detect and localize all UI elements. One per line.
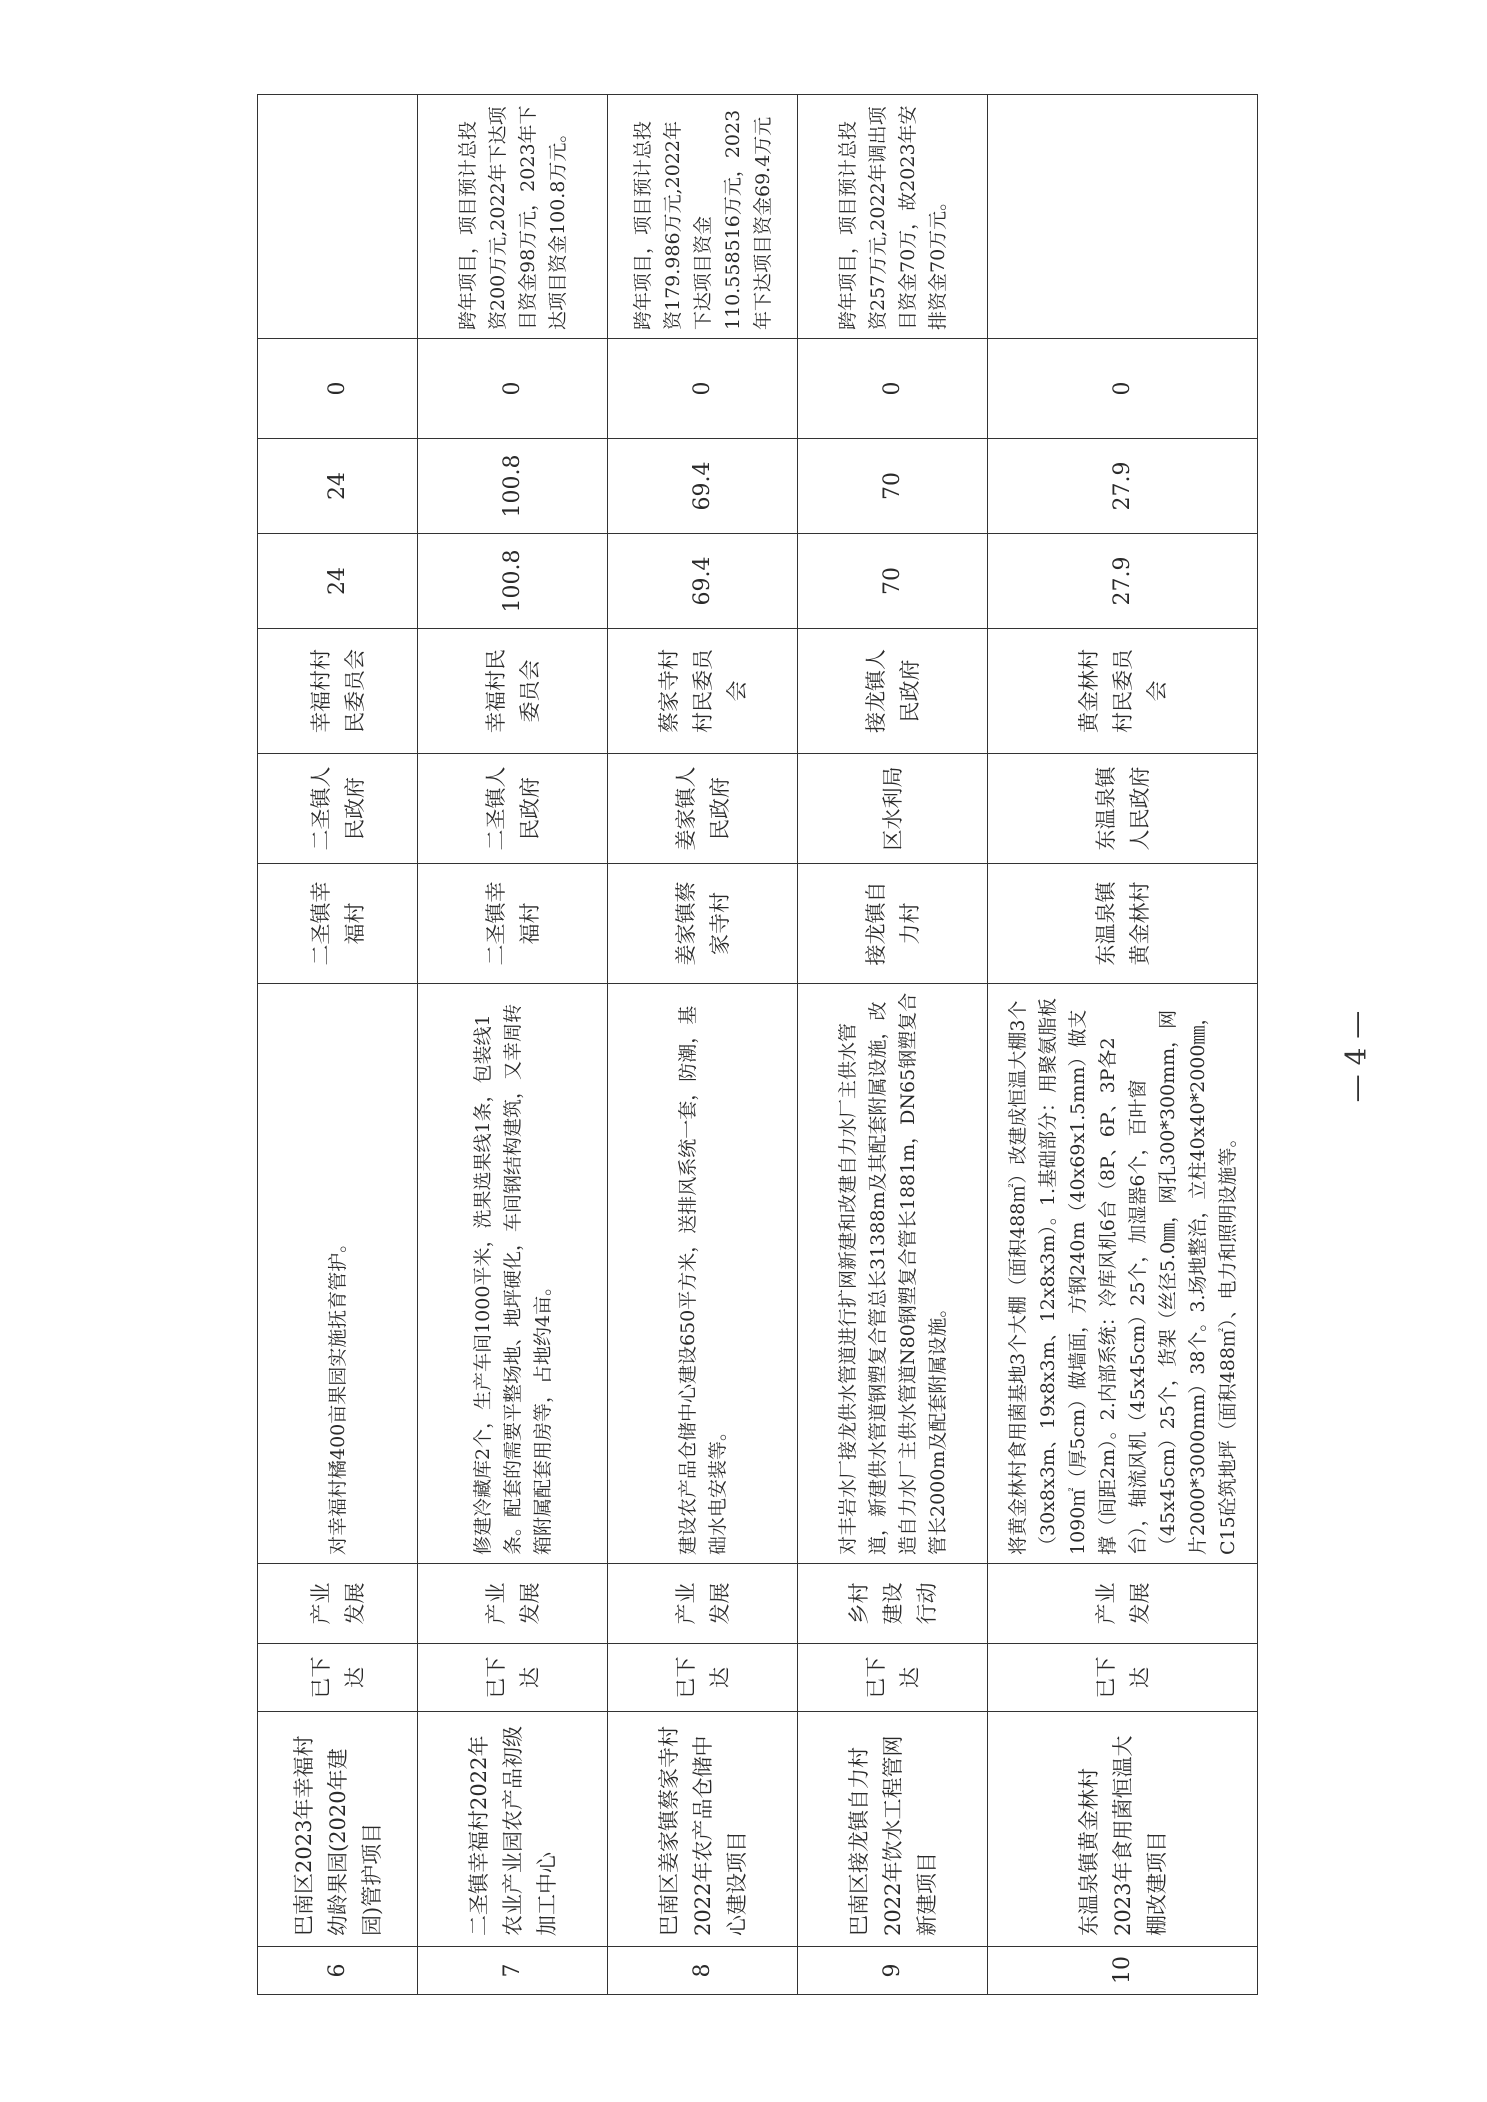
page-number: — 4 — <box>1339 1010 1373 1103</box>
table-row <box>798 95 988 1995</box>
location-cell: 二圣镇幸福村 <box>258 864 418 984</box>
department-cell: 区水利局 <box>798 754 988 864</box>
project-table <box>257 94 1258 1995</box>
status-cell: 已下达 <box>418 1644 608 1712</box>
status-cell: 已下达 <box>798 1644 988 1712</box>
table-row <box>258 95 418 1995</box>
location-cell: 接龙镇自力村 <box>798 864 988 984</box>
content-cell: 建设农产品仓储中心建设650平方米，送排风系统一套，防潮，基础水电安装等。 <box>608 984 798 1564</box>
row-number: 10 <box>988 1947 1258 1995</box>
row-number: 7 <box>418 1947 608 1995</box>
owner-cell: 幸福村民委员会 <box>418 629 608 754</box>
row-number: 6 <box>258 1947 418 1995</box>
total-amount: 69.4 <box>608 534 798 629</box>
category-cell: 乡村建设行动 <box>798 1564 988 1644</box>
fund-amount: 70 <box>798 439 988 534</box>
other-amount: 0 <box>988 339 1258 439</box>
department-cell: 东温泉镇人民政府 <box>988 754 1258 864</box>
project-name: 巴南区接龙镇自力村2022年饮水工程管网新建项目 <box>798 1712 988 1947</box>
status-cell: 已下达 <box>608 1644 798 1712</box>
project-name: 巴南区姜家镇蔡家寺村2022年农产品仓储中心建设项目 <box>608 1712 798 1947</box>
location-cell: 二圣镇幸福村 <box>418 864 608 984</box>
status-cell: 已下达 <box>988 1644 1258 1712</box>
remark-cell: 跨年项目，项目预计总投资200万元,2022年下达项目资金98万元，2023年下达项目资金100.8万元。 <box>418 95 608 339</box>
department-cell: 姜家镇人民政府 <box>608 754 798 864</box>
department-cell: 二圣镇人民政府 <box>258 754 418 864</box>
status-cell: 已下达 <box>258 1644 418 1712</box>
remark-cell: 跨年项目，项目预计总投资257万元,2022年调出项目资金70万，故2023年安排资金70万元。 <box>798 95 988 339</box>
total-amount: 27.9 <box>988 534 1258 629</box>
category-cell: 产业发展 <box>418 1564 608 1644</box>
fund-amount: 69.4 <box>608 439 798 534</box>
table-row <box>418 95 608 1995</box>
rotated-table-container <box>257 95 1257 1995</box>
content-cell: 对幸福村橘400亩果园实施抚育管护。 <box>258 984 418 1564</box>
row-number: 9 <box>798 1947 988 1995</box>
content-cell: 修建冷藏库2个，生产车间1000平米，洗果选果线1条，包装线1条。配套的需要平整场地、地坪硬化，车间钢结构建筑，又幸周转箱附属配套用房等，占地约4亩。 <box>418 984 608 1564</box>
other-amount: 0 <box>798 339 988 439</box>
fund-amount: 27.9 <box>988 439 1258 534</box>
content-cell: 对丰岩水厂接龙供水管道进行扩网新建和改建自力水厂主供水管道，新建供水管道钢塑复合管总长31388m及其配套附属设施，改造自力水厂主供水管道N80钢塑复合管长1881m，DN65钢塑复合管长2000m及配套附属设施。 <box>798 984 988 1564</box>
table-row <box>608 95 798 1995</box>
category-cell: 产业发展 <box>988 1564 1258 1644</box>
total-amount: 70 <box>798 534 988 629</box>
owner-cell: 幸福村村民委员会 <box>258 629 418 754</box>
fund-amount: 24 <box>258 439 418 534</box>
row-number: 8 <box>608 1947 798 1995</box>
other-amount: 0 <box>418 339 608 439</box>
project-name: 巴南区2023年幸福村幼龄果园(2020年建园)管护项目 <box>258 1712 418 1947</box>
owner-cell: 黄金林村村民委员会 <box>988 629 1258 754</box>
project-name: 二圣镇幸福村2022年农业产业园农产品初级加工中心 <box>418 1712 608 1947</box>
total-amount: 24 <box>258 534 418 629</box>
department-cell: 二圣镇人民政府 <box>418 754 608 864</box>
project-name: 东温泉镇黄金林村2023年食用菌恒温大棚改建项目 <box>988 1712 1258 1947</box>
owner-cell: 蔡家寺村村民委员会 <box>608 629 798 754</box>
category-cell: 产业发展 <box>608 1564 798 1644</box>
location-cell: 东温泉镇黄金林村 <box>988 864 1258 984</box>
category-cell: 产业发展 <box>258 1564 418 1644</box>
remark-cell <box>258 95 418 339</box>
table-row <box>988 95 1258 1995</box>
remark-cell: 跨年项目，项目预计总投资179.986万元,2022年下达项目资金110.558516万元，2023年下达项目资金69.4万元 <box>608 95 798 339</box>
content-cell: 将黄金林村食用菌基地3个大棚（面积488㎡）改建成恒温大棚3个（30x8x3m、19x8x3m、12x8x3m）。1.基础部分：用聚氨脂板1090㎡（厚5cm）做墙面，方钢240m（40x69x1.5mm）做支撑（间距2m）。2.内部系统：冷库风机6台（8P、6P、3P各2台），轴流风机（45x45cm）25个，加湿器6个，百叶窗（45x45cm）25个，货架（丝径5.0㎜，网孔300*300mm，网片2000*3000mm）38个。3.场地整治，立柱40x40*2000㎜，C15砼筑地坪（面积488㎡）、电力和照明设施等。 <box>988 984 1258 1564</box>
other-amount: 0 <box>608 339 798 439</box>
fund-amount: 100.8 <box>418 439 608 534</box>
total-amount: 100.8 <box>418 534 608 629</box>
location-cell: 姜家镇蔡家寺村 <box>608 864 798 984</box>
other-amount: 0 <box>258 339 418 439</box>
owner-cell: 接龙镇人民政府 <box>798 629 988 754</box>
remark-cell <box>988 95 1258 339</box>
